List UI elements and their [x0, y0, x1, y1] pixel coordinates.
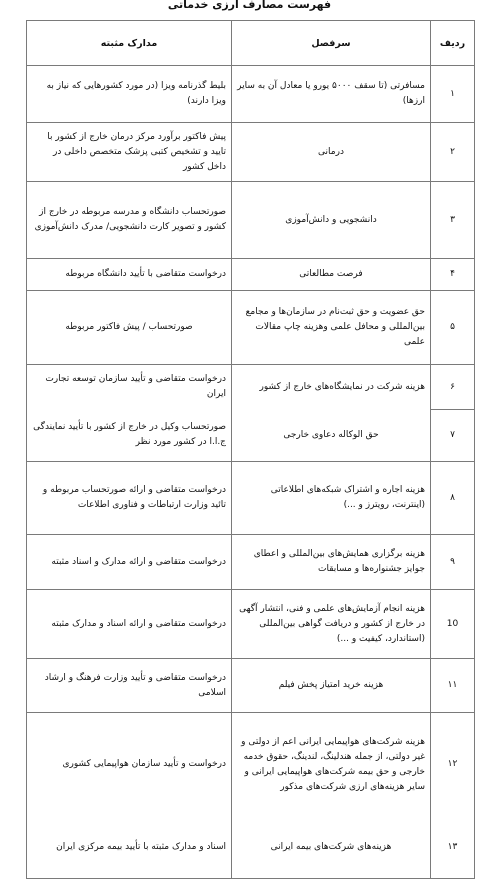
table-row — [27, 590, 475, 659]
table-row — [27, 410, 475, 462]
row-number: ۸ — [431, 462, 475, 535]
row-number: ۷ — [431, 410, 475, 462]
row-number: ۱۳ — [431, 817, 475, 879]
table-row — [27, 259, 475, 291]
column-header-num: ردیف — [431, 21, 475, 66]
row-number: ۵ — [431, 291, 475, 365]
row-documents: اسناد و مدارک مثبته با تأیید بیمه مرکزی ایران — [27, 817, 232, 879]
row-heading: هزینه انجام آزمایش‌های علمی و فنی، انتشار آگهی در خارج از کشور و دریافت گواهی بین‌المللی (استاندارد، کیفیت و ...) — [232, 590, 431, 659]
table-row — [27, 291, 475, 365]
row-number: ۱۱ — [431, 659, 475, 713]
table-row — [27, 365, 475, 410]
row-heading: حق الوکاله دعاوی خارجی — [232, 410, 431, 462]
row-documents: صورتحساب دانشگاه و مدرسه مربوطه در خارج از کشور و تصویر کارت دانشجویی/ مدرک دانش‌آموزی — [27, 182, 232, 259]
row-documents: بلیط گذرنامه ویزا (در مورد کشورهایی که نیاز به ویزا دارند) — [27, 66, 232, 123]
row-heading: هزینه شرکت‌های هواپیمایی ایرانی اعم از دولتی و غیر دولتی، از جمله هندلینگ، لندینگ، حقوق خدمه خارجی و حق بیمه شرکت‌های هواپیمایی ایرانی و سایر هزینه‌های ارزی شرکت‌های مذکور — [232, 713, 431, 817]
row-heading: فرصت مطالعاتی — [232, 259, 431, 291]
table-header-row — [27, 21, 475, 66]
table-row — [27, 817, 475, 879]
page-title: فهرست مصارف ارزی خدماتی — [167, 0, 332, 11]
table-row — [27, 182, 475, 259]
row-documents: صورتحساب / پیش فاکتور مربوطه — [27, 291, 232, 365]
row-number: 10 — [431, 590, 475, 659]
row-documents: درخواست متقاضی با تأیید دانشگاه مربوطه — [27, 259, 232, 291]
row-documents: درخواست متقاضی و تأیید وزارت فرهنگ و ارشاد اسلامی — [27, 659, 232, 713]
row-documents: درخواست و تأیید سازمان هواپیمایی کشوری — [27, 713, 232, 817]
row-documents: صورتحساب وکیل در خارج از کشور با تأیید نمایندگی ج.ا.ا در کشور مورد نظر — [27, 410, 232, 462]
expenses-table — [26, 20, 475, 879]
row-heading: درمانی — [232, 123, 431, 182]
row-heading: دانشجویی و دانش‌آموزی — [232, 182, 431, 259]
row-number: ۱ — [431, 66, 475, 123]
row-heading: هزینه‌های شرکت‌های بیمه ایرانی — [232, 817, 431, 879]
row-heading: هزینه خرید امتیاز پخش فیلم — [232, 659, 431, 713]
column-header-docs: مدارک مثبته — [27, 21, 232, 66]
table-row — [27, 462, 475, 535]
table-row — [27, 535, 475, 590]
row-documents: درخواست متقاضی و ارائه اسناد و مدارک مثبته — [27, 590, 232, 659]
table-row — [27, 659, 475, 713]
row-number: ۶ — [431, 365, 475, 410]
column-header-heading: سرفصل — [232, 21, 431, 66]
row-number: ۲ — [431, 123, 475, 182]
row-heading: حق عضویت و حق ثبت‌نام در سازمان‌ها و مجامع بین‌المللی و محافل علمی وهزینه چاپ مقالات علمی — [232, 291, 431, 365]
row-number: ۹ — [431, 535, 475, 590]
row-documents: درخواست متقاضی و تأیید سازمان توسعه تجارت ایران — [27, 365, 232, 410]
table-row — [27, 713, 475, 817]
row-number: ۱۲ — [431, 713, 475, 817]
row-documents: پیش فاکتور برآورد مرکز درمان خارج از کشور با تایید و تشخیص کتبی پزشک متخصص داخلی در داخل کشور — [27, 123, 232, 182]
row-number: ۳ — [431, 182, 475, 259]
row-heading: مسافرتی (تا سقف ۵۰۰۰ یورو یا معادل آن به سایر ارزها) — [232, 66, 431, 123]
row-number: ۴ — [431, 259, 475, 291]
row-heading: هزینه شرکت در نمایشگاه‌های خارج از کشور — [232, 365, 431, 410]
row-heading: هزینه اجاره و اشتراک شبکه‌های اطلاعاتی (اینترنت، رویترز و ...) — [232, 462, 431, 535]
table-row — [27, 66, 475, 123]
row-documents: درخواست متقاضی و ارائه مدارک و اسناد مثبته — [27, 535, 232, 590]
row-documents: درخواست متقاضی و ارائه صورتحساب مربوطه و تائید وزارت ارتباطات و فناوری اطلاعات — [27, 462, 232, 535]
table-row — [27, 123, 475, 182]
row-heading: هزینه برگزاری همایش‌های بین‌المللی و اعطای جوایز جشنواره‌ها و مسابقات — [232, 535, 431, 590]
